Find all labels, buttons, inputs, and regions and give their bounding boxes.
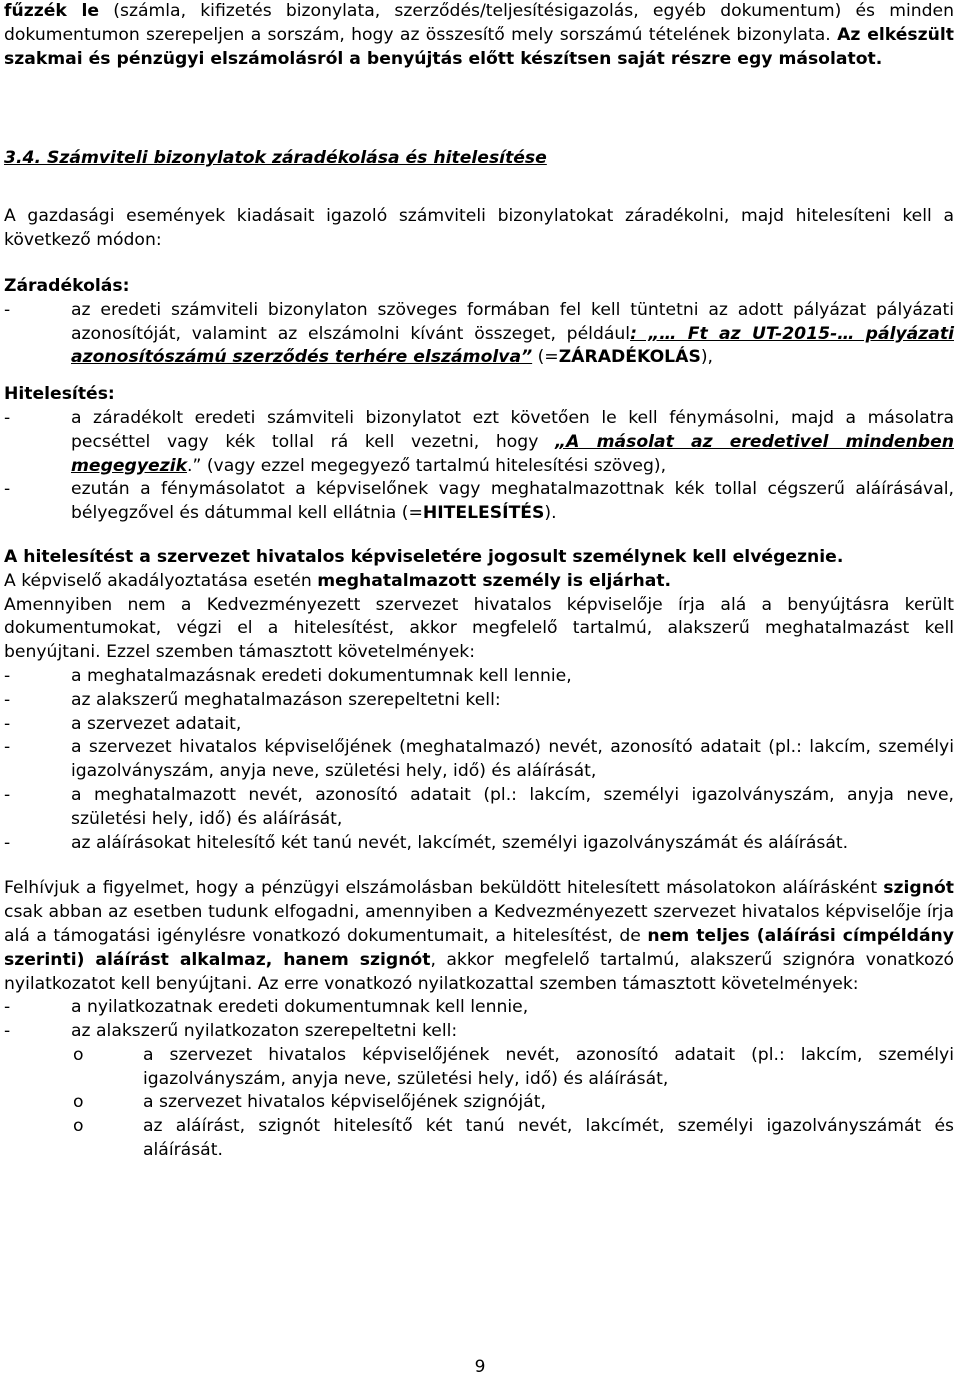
sublist-item-text: a szervezet hivatalos képviselőjének szignóját, [143,1092,546,1113]
list-item [4,832,954,856]
page-number: 9 [474,1357,486,1377]
list-item [4,665,954,689]
hitelesites-item2-text: ezután a fénymásolatot a képviselőnek vagy meghatalmazottnak kék tollal cégszerű aláírásával, bélyegzővel és dátummal kell ellátnia (= [71,479,954,524]
document-page [4,0,954,1163]
dash-marker: - [4,832,11,853]
list-item [4,736,954,784]
authority-line2-text: A képviselő akadályoztatása esetén [4,570,318,591]
sublist-item-text: az aláírást, szignót hitelesítő két tanú nevét, lakcímét, személyi igazolványszámát és aláírását. [143,1116,954,1161]
authority-line1: A hitelesítést a szervezet hivatalos képviseletére jogosult személynek kell elvégeznie. [4,546,844,567]
list-item [4,784,954,832]
notice-text-3: , akkor megfelelő tartalmú, alakszerű szignóra vonatkozó nyilatkozatot kell benyújtani. Az erre vonatkozó nyilatkozattal szemben támasztott követelmények: [4,949,954,994]
list-item [4,689,954,713]
list-item [4,299,954,370]
circle-marker: o [73,1092,84,1113]
hitelesites-list [4,407,954,526]
list-item [4,713,954,737]
intro-paragraph [4,0,954,71]
notice-bold-2: nem teljes (aláírási címpéldány szerinti) aláírást alkalmaz, hanem szignót [4,925,954,970]
zaradekolas-bold: ZÁRADÉKOLÁS [558,347,701,368]
zaradekolas-example: : „… Ft az UT-2015-… pályázati azonosítószámú szerződés terhére elszámolva” [71,323,954,368]
intro-bold-start: fűzzék le [4,1,100,21]
dash-marker: - [4,737,11,758]
notice-sublist [4,1044,954,1163]
dash-marker: - [4,407,11,428]
section-heading: 3.4. Számviteli bizonylatok záradékolása és hitelesítése [4,148,547,169]
hitelesites-label: Hitelesítés: [4,384,115,405]
hitelesites-item2-bold: HITELESÍTÉS [422,503,545,524]
dash-marker: - [4,479,11,500]
dash-marker: - [4,689,11,710]
dash-marker: - [4,1021,11,1042]
list-item-text: a szervezet hivatalos képviselőjének (meghatalmazó) nevét, azonosító adatait (pl.: lakcím, személyi igazolványszám, anyja neve, születési hely, idő) és aláírását, [71,737,954,782]
list-item-text: a szervezet adatait, [71,713,242,734]
list-item-text: az alakszerű meghatalmazáson szerepeltetni kell: [71,689,501,710]
sublist-item [4,1091,954,1115]
section-lead: A gazdasági események kiadásait igazoló számviteli bizonylatokat záradékolni, majd hitelesíteni kell a következő módon: [4,206,954,251]
dash-marker: - [4,997,11,1018]
zaradekolas-post: ), [700,347,713,368]
intro-text: (számla, kifizetés bizonylata, szerződés/teljesítésigazolás, egyéb dokumentum) és minden dokumentumon szerepeljen a sorszám, hogy az összesítő mely sorszámú tételének bizonylata. [4,1,955,45]
list-item [4,478,954,526]
zaradekolas-item-text: az eredeti számviteli bizonylaton szöveges formában fel kell tüntetni az adott pályázat pályázati azonosítóját, valamint az elszámolni kívánt összeget, például [71,299,954,344]
zaradekolas-label: Záradékolás: [4,275,130,296]
hitelesites-item1-post: .” (vagy ezzel megegyező tartalmú hitelesítési szöveg), [187,455,667,476]
notice-bold-1: szignót [883,878,954,899]
zaradekolas-list [4,299,954,370]
authority-paragraph: Amennyiben nem a Kedvezményezett szervezet hivatalos képviselője írja alá a benyújtásra került dokumentumokat, végzi el a hitelesítést, akkor megfelelő tartalmú, alakszerű meghatalmazást kell benyújtani. Ezzel szemben támasztott követelmények: [4,594,954,663]
hitelesites-item1-text: a záradékolt eredeti számviteli bizonylatot ezt követően le kell fénymásolni, majd a másolatra pecséttel vagy kék tollal rá kell vezetni, hogy [71,407,954,452]
list-item [4,1020,954,1044]
hitelesites-item1-emph: „A másolat az eredetivel mindenben megegyezik [71,431,955,476]
zaradekolas-pre: (= [532,347,559,368]
list-item [4,996,954,1020]
circle-marker: o [73,1044,84,1065]
notice-text-2: csak abban az esetben tudunk elfogadni, amennyiben a Kedvezményezett szervezet hivatalos képviselője írja alá a támogatási igénylésre vonatkozó dokumentumait, a hitelesítést, de [4,902,954,946]
list-item-text: a meghatalmazásnak eredeti dokumentumnak kell lennie, [71,665,572,686]
list-item-text: a nyilatkozatnak eredeti dokumentumnak kell lennie, [71,997,529,1018]
notice-list [4,996,954,1044]
authority-list [4,665,954,855]
list-item-text: az aláírásokat hitelesítő két tanú nevét, lakcímét, személyi igazolványszámát és aláírását. [71,832,849,853]
dash-marker: - [4,784,11,805]
authority-line2 [4,570,954,594]
notice-text-1: Felhívjuk a figyelmet, hogy a pénzügyi elszámolásban beküldött hitelesített másolatokon aláírásként [4,878,884,899]
intro-bold-end: Az elkészült szakmai és pénzügyi elszámolásról a benyújtás előtt készítsen saját részre egy másolatot. [4,24,954,69]
list-item-text: az alakszerű nyilatkozaton szerepeltetni kell: [71,1021,458,1042]
dash-marker: - [4,665,11,686]
circle-marker: o [73,1116,84,1137]
authority-line2-bold: meghatalmazott személy is eljárhat. [317,570,672,591]
sublist-item-text: a szervezet hivatalos képviselőjének nevét, azonosító adatait (pl.: lakcím, személyi igazolványszám, anyja neve, születési hely, idő) és aláírását, [143,1044,954,1089]
sublist-item [4,1044,954,1092]
list-item-text: a meghatalmazott nevét, azonosító adatait (pl.: lakcím, személyi igazolványszám, anyja neve, születési hely, idő) és aláírását, [71,784,954,829]
hitelesites-item2-post: ). [544,503,557,524]
sublist-item [4,1115,954,1163]
list-item [4,407,954,478]
dash-marker: - [4,299,11,320]
dash-marker: - [4,713,11,734]
notice-paragraph [4,877,954,996]
